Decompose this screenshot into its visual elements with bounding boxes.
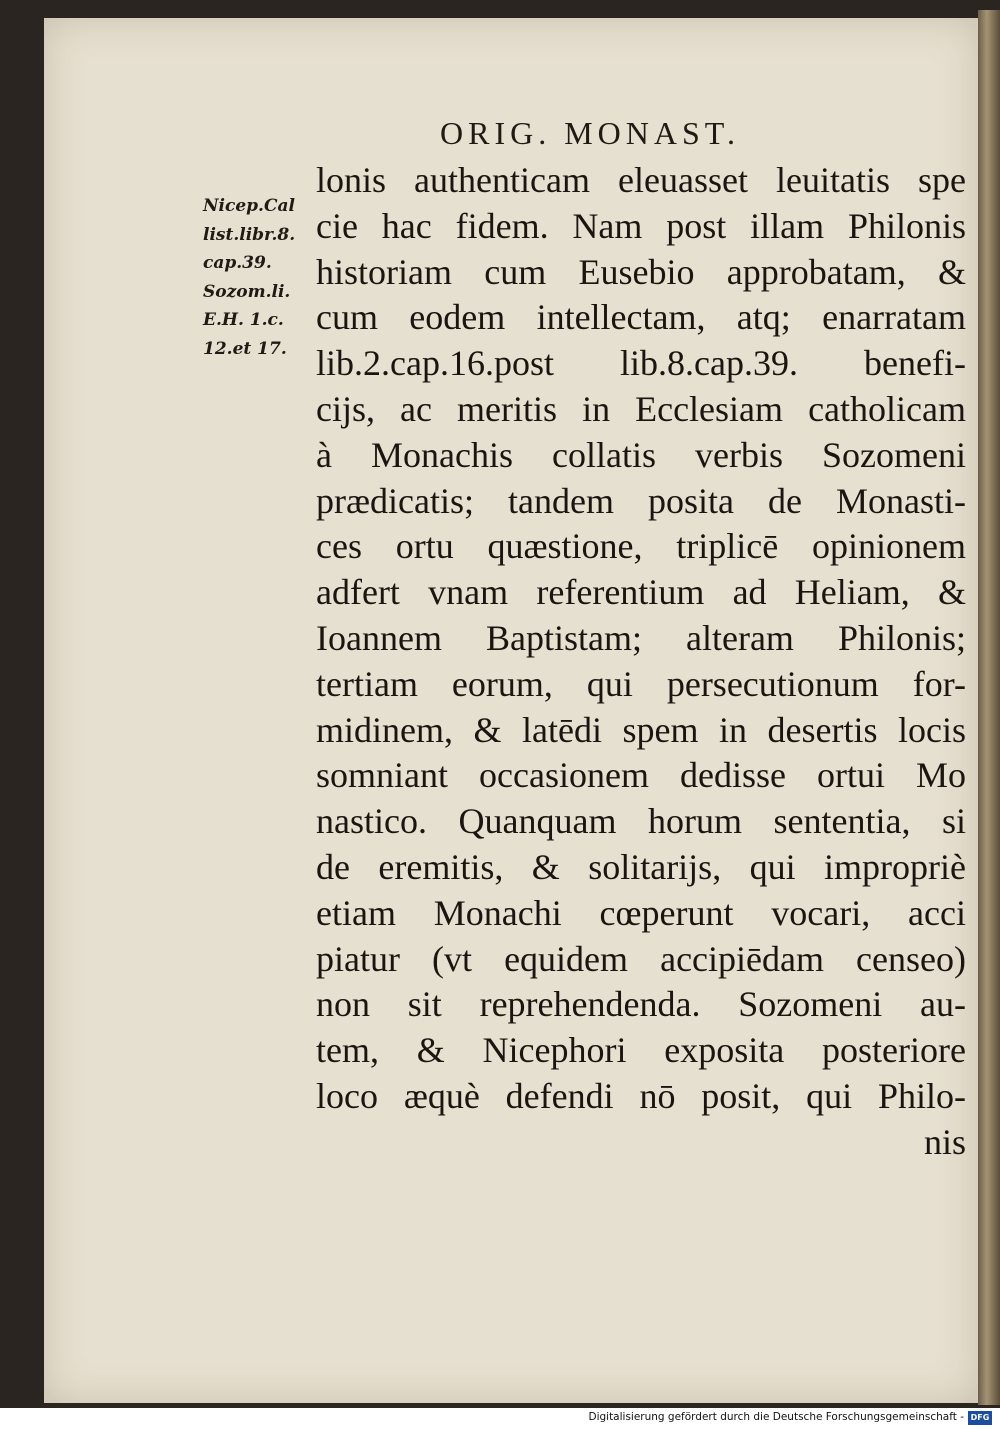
text-line: lib.2.cap.16.post lib.8.cap.39. benefi- <box>316 343 966 384</box>
text-line: à Monachis collatis verbis Sozomeni <box>316 434 966 475</box>
catchword: nis <box>923 1121 966 1162</box>
footer <box>0 1408 1000 1429</box>
running-head: ORIG. MONAST. <box>440 115 740 151</box>
text-line: piatur (vt equidem accipiēdam censeo) <box>316 938 966 979</box>
book-edge <box>978 10 1000 1405</box>
funding-note: Digitalisierung gefördert durch die Deutsche Forschungsgemeinschaft - <box>588 1411 964 1423</box>
text-line: historiam cum Eusebio approbatam, & <box>316 251 966 292</box>
text-line: loco æquè defendi nō posit, qui Philo- <box>316 1075 966 1116</box>
marginal-note: 12.et 17. <box>203 338 287 359</box>
text-line: prædicatis; tandem posita de Monasti- <box>316 480 966 521</box>
marginal-note: E.H. 1.c. <box>203 310 284 330</box>
marginal-note: Nicep.Cal <box>203 196 295 216</box>
text-line: nastico. Quanquam horum sententia, si <box>316 801 966 842</box>
text-line: cijs, ac meritis in Ecclesiam catholicam <box>316 388 966 429</box>
text-line: tem, & Nicephori exposita posteriore <box>316 1030 966 1071</box>
text-line: etiam Monachi cœperunt vocari, acci <box>316 892 966 933</box>
dfg-logo: DFG <box>968 1411 992 1425</box>
text-line: somniant occasionem dedisse ortui Mo <box>316 755 966 796</box>
text-line: adfert vnam referentium ad Heliam, & <box>316 572 966 613</box>
marginal-notes <box>203 192 313 363</box>
marginal-note: Sozom.li. <box>203 281 291 302</box>
text-line: tertiam eorum, qui persecutionum for- <box>316 663 966 704</box>
text-line: de eremitis, & solitarijs, qui impropriè <box>316 846 966 887</box>
text-line: ces ortu quæstione, triplicē opinionem <box>316 526 966 567</box>
text-line: lonis authenticam eleuasset leuitatis spe <box>316 160 966 200</box>
marginal-note: list.libr.8. <box>203 224 296 245</box>
text-line: cie hac fidem. Nam post illam Philonis <box>316 205 966 246</box>
text-line: non sit reprehendenda. Sozomeni au- <box>316 984 966 1025</box>
marginal-note: cap.39. <box>203 253 272 273</box>
body-text <box>316 158 966 1166</box>
text-line: Ioannem Baptistam; alteram Philonis; <box>316 617 966 658</box>
text-line: midinem, & latēdi spem in desertis locis <box>316 709 966 750</box>
text-line: cum eodem intellectam, atq; enarratam <box>316 297 966 338</box>
